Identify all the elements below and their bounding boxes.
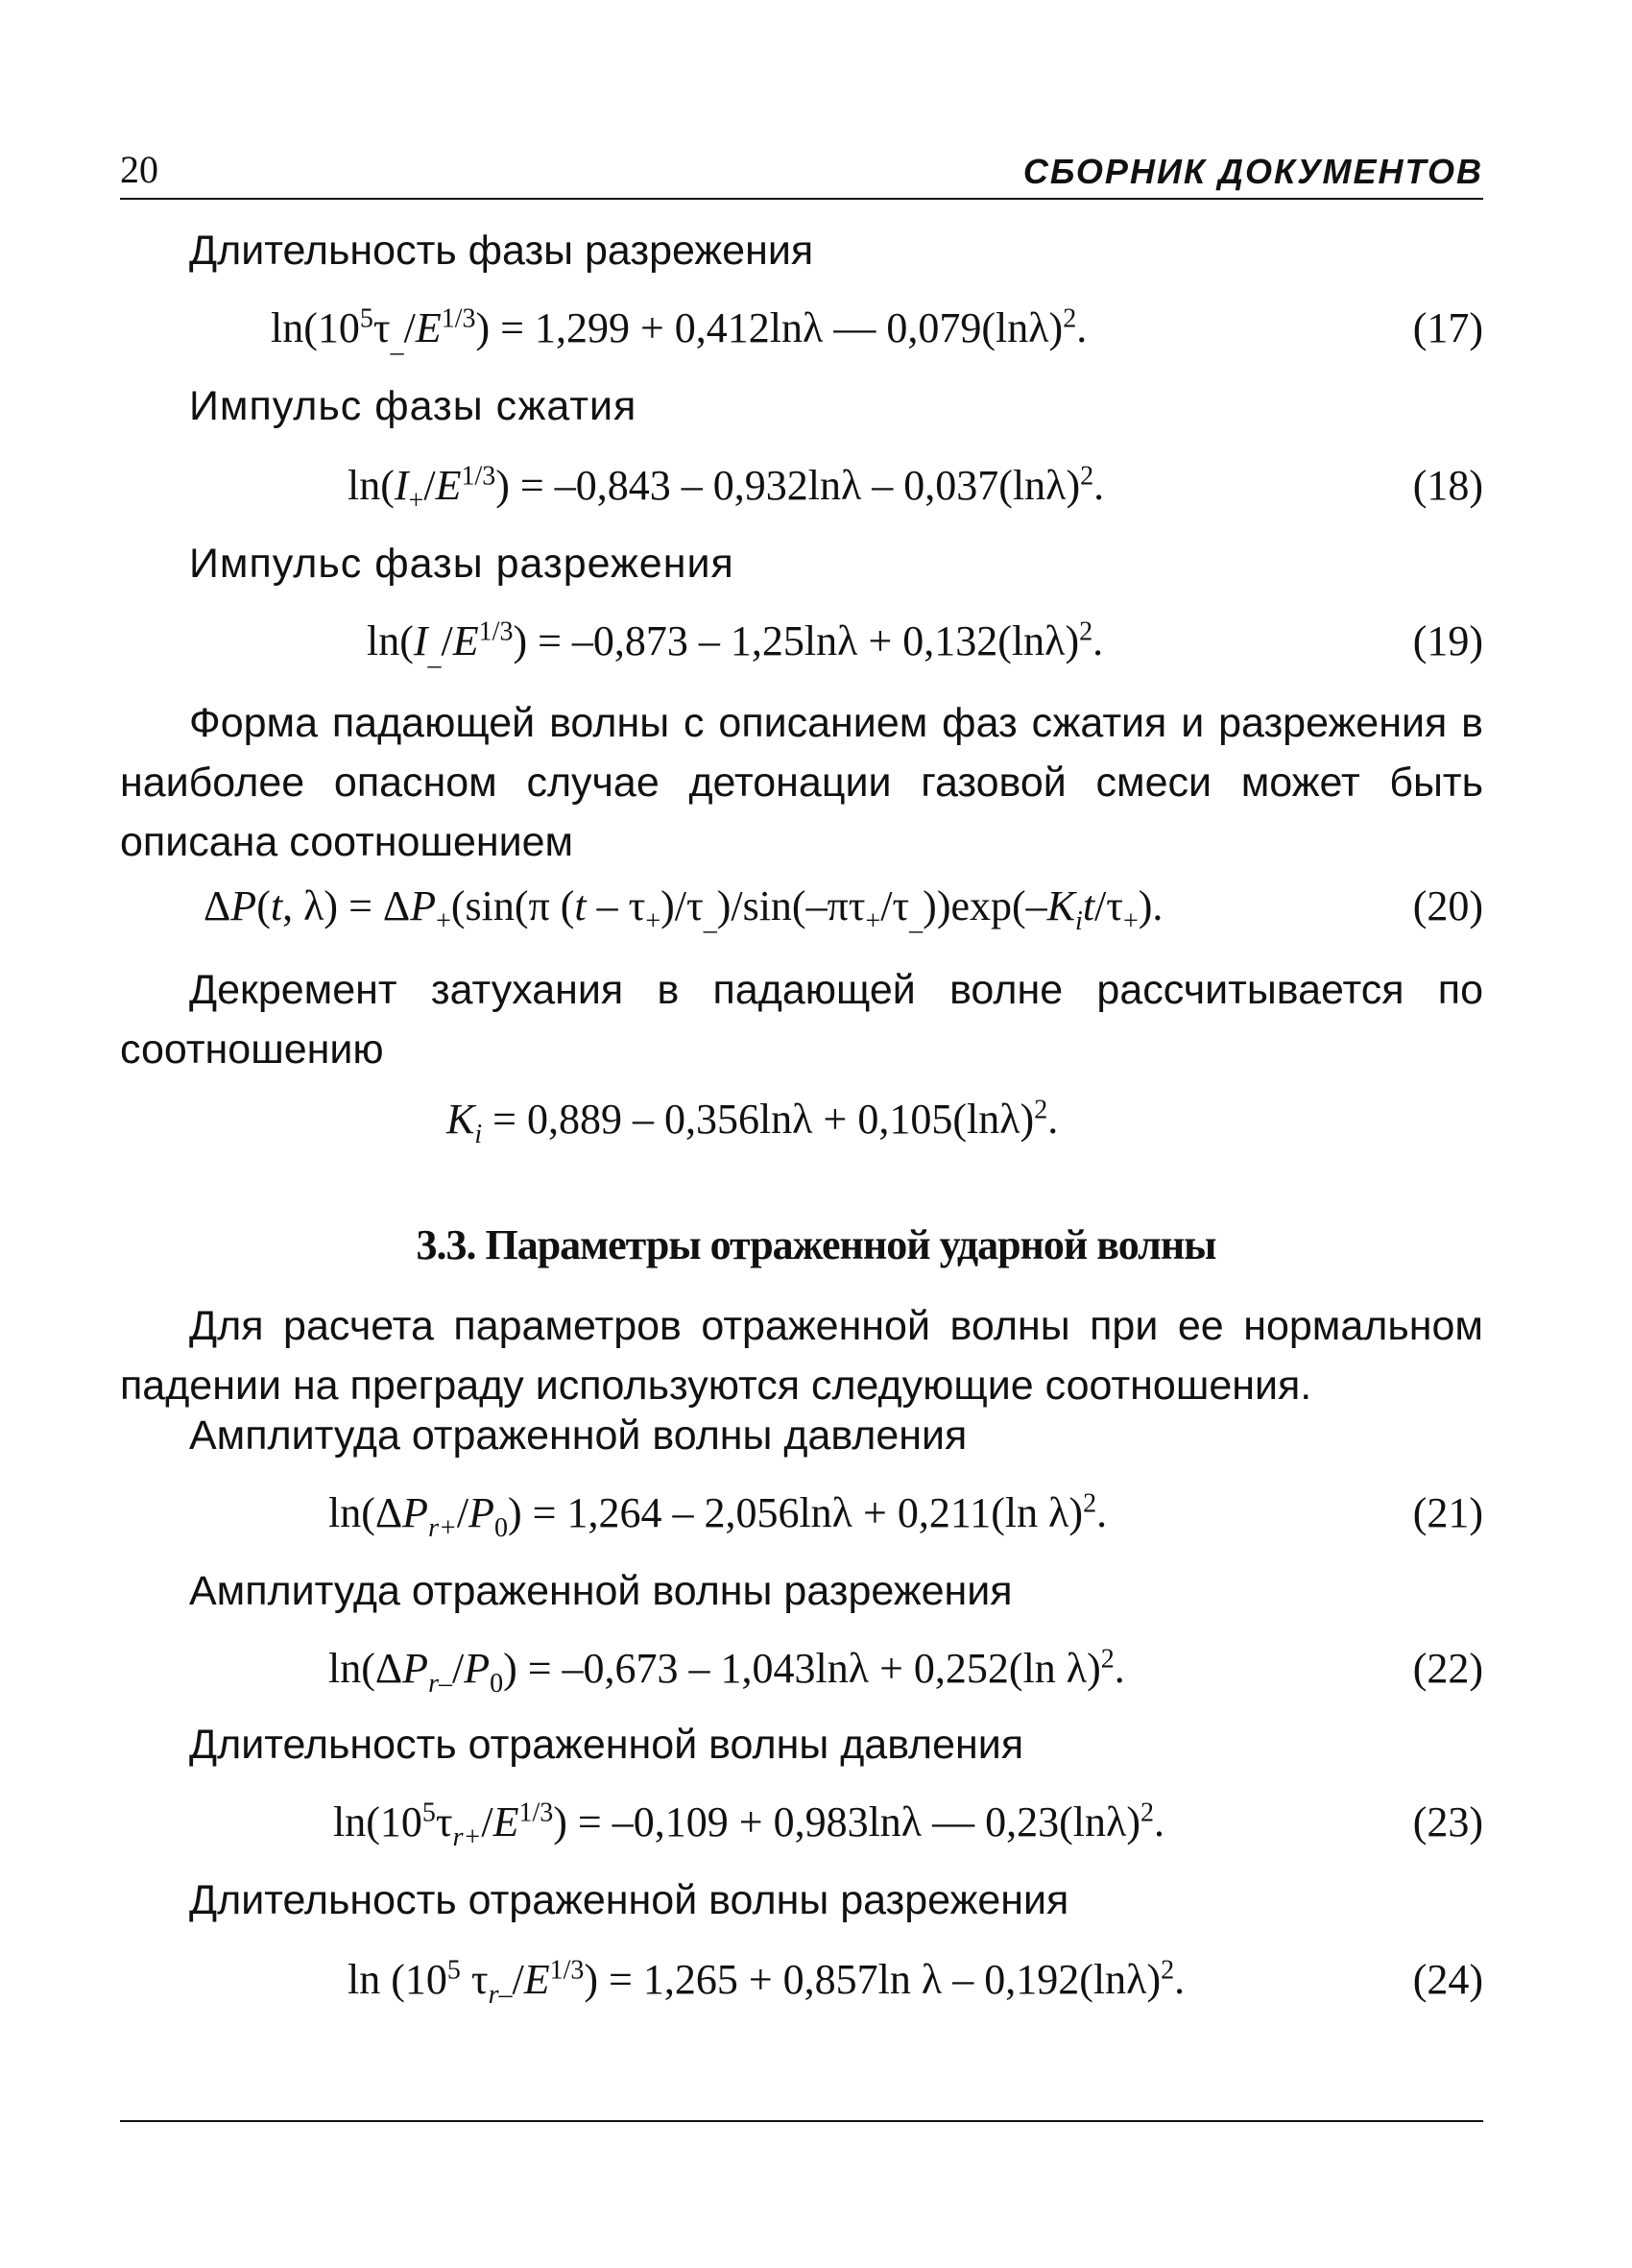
header-rule [120, 198, 1483, 200]
paragraph-wave-form: Форма падающей волны с описанием фаз сжатия и разрежения в наиболее опасном случае детонации газовой смеси может быть описана соотношением [120, 700, 1483, 865]
page-number: 20 [120, 148, 158, 191]
equation-number-24: (24) [1412, 1956, 1483, 2003]
label-reflected-rarefaction-amplitude: Амплитуда отраженной волны разрежения [189, 1568, 1013, 1614]
equation-number-23: (23) [1412, 1798, 1483, 1846]
equation-number-18: (18) [1412, 462, 1483, 509]
equation-22: $\ln(\Delta P_{r-}/P_0) = -0,673 - 1,043\ln\lambda + 0,252(\ln$ λ)$^2$. [328, 1644, 1125, 1699]
equation-21: $\ln(\Delta P_{r+}/P_0) = 1,264 - 2,056\ln\lambda + 0,211(\ln$ λ)$^2$. [328, 1488, 1108, 1543]
equation-20: ΔP(t, $\lambda) = \Delta P_+(\sin(\pi$ $(t - \tau_+)/\tau_{\_})/\sin(-\pi\tau_+/\tau_{\_}))\exp(-K_it/\tau_+)$. [204, 882, 1164, 936]
footer-rule [120, 2120, 1483, 2122]
equation-23: $\ln(10^5\tau_{r+}/E^{1/3}) = -0,109 + 0,983\ln\lambda$ — $0,23(\ln\lambda)^2$. [333, 1798, 1164, 1852]
label-rarefaction-impulse: Импульс фазы разрежения [189, 541, 734, 587]
equation-number-19: (19) [1412, 617, 1483, 664]
paragraph-decrement: Декремент затухания в падающей волне рассчитывается по соотношению [120, 967, 1483, 1073]
label-reflected-rarefaction-duration: Длительность отраженной волны разрежения [189, 1877, 1069, 1923]
equation-17: $\ln(10^5\tau_{\_}/E^{1/3}) = 1,299 + 0,412\ln\lambda$ — $0,079(\ln\lambda)^2$. [271, 303, 1088, 358]
equation-number-22: (22) [1412, 1645, 1483, 1692]
equation-number-20: (20) [1412, 882, 1483, 929]
equation-19: $\ln(I_{\_}/E^{1/3}) = -0,873 - 1,25\ln\lambda + 0,132(\ln\lambda)^2$. [367, 616, 1104, 671]
label-rarefaction-duration: Длительность фазы разрежения [189, 228, 814, 274]
label-reflected-pressure-amplitude: Амплитуда отраженной волны давления [189, 1412, 968, 1459]
label-reflected-pressure-duration: Длительность отраженной волны давления [189, 1722, 1024, 1768]
label-compression-impulse: Импульс фазы сжатия [189, 383, 637, 429]
page-header [120, 144, 1483, 198]
equation-18: $\ln(I_+/E^{1/3}) = -0,843 - 0,932\ln\lambda - 0,037(\ln\lambda)^2$. [348, 461, 1105, 516]
paragraph-reflected-wave: Для расчета параметров отраженной волны при ее нормальном падении на преграду используются следующие соотношения. [120, 1303, 1483, 1409]
equation-24: $\ln (10^5$ $\tau_{r-}/E^{1/3}) = 1,265 + 0,857\ln$ λ – $0,192(\ln\lambda)^2$. [348, 1955, 1186, 2010]
section-heading: 3.3. Параметры отраженной ударной волны [416, 1221, 1216, 1268]
equation-number-21: (21) [1412, 1489, 1483, 1536]
running-title: СБОРНИК ДОКУМЕНТОВ [1022, 152, 1483, 191]
equation-decrement: $K_i = 0,889 - 0,356\ln\lambda + 0,105(\ln\lambda)^2$. [446, 1095, 1059, 1149]
equation-number-17: (17) [1412, 304, 1483, 351]
